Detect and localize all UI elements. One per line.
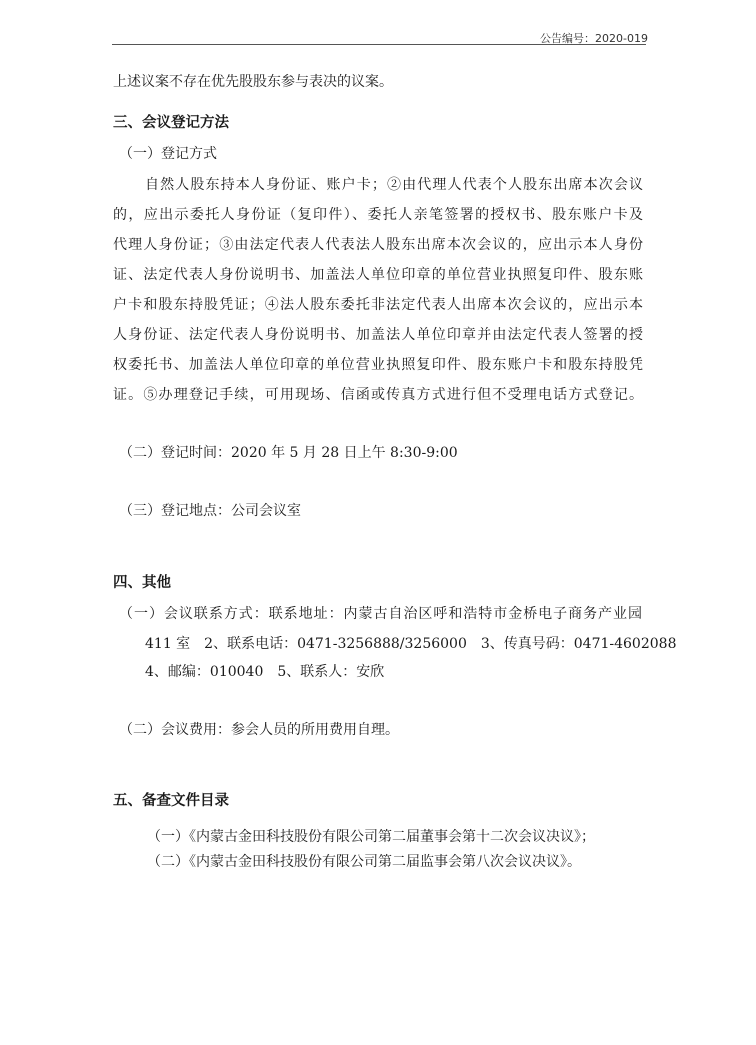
section4-heading: 四、其他: [113, 575, 171, 591]
paragraph-line: 的，应出示委托人身份证（复印件）、委托人亲笔签署的授权书、股东账户卡及: [113, 207, 643, 223]
paragraph-line: 自然人股东持本人身份证、账户卡；②由代理人代表个人股东出席本次会议: [145, 177, 643, 193]
registration-time: （二）登记时间：2020 年 5 月 28 日上午 8:30-9:00: [119, 445, 458, 461]
paragraph-line: 代理人身份证；③由法定代表人代表法人股东出席本次会议的，应出示本人身份: [113, 237, 643, 253]
registration-location: （三）登记地点：公司会议室: [119, 503, 301, 519]
paragraph-line: 证。⑤办理登记手续，可用现场、信函或传真方式进行但不受理电话方式登记。: [113, 387, 643, 403]
header-divider: [112, 44, 646, 45]
section5-heading: 五、备查文件目录: [113, 793, 229, 809]
meeting-fee: （二）会议费用：参会人员的所用费用自理。: [119, 722, 399, 738]
reference-document-item: （二）《内蒙古金田科技股份有限公司第二届监事会第八次会议决议》。: [147, 854, 581, 870]
paragraph-line: 人身份证、法定代表人身份说明书、加盖法人单位印章并由法定代表人签署的授: [113, 327, 643, 343]
contact-line: 411 室 2、联系电话：0471-3256888/3256000 3、传真号码：0471-4602088: [145, 636, 677, 652]
paragraph-line: 权委托书、加盖法人单位印章的单位营业执照复印件、股东账户卡和股东持股凭: [113, 357, 643, 373]
contact-line: （一）会议联系方式：联系地址：内蒙古自治区呼和浩特市金桥电子商务产业园: [119, 606, 642, 622]
reference-document-item: （一）《内蒙古金田科技股份有限公司第二届董事会第十二次会议决议》；: [147, 829, 595, 845]
section3-heading: 三、会议登记方法: [113, 115, 229, 131]
paragraph-line: 户卡和股东持股凭证；④法人股东委托非法定代表人出席本次会议的，应出示本: [113, 297, 643, 313]
paragraph-line: 证、法定代表人身份说明书、加盖法人单位印章的单位营业执照复印件、股东账: [113, 267, 643, 283]
intro-paragraph: 上述议案不存在优先股股东参与表决的议案。: [113, 74, 393, 90]
notice-number: 公告编号：2020-019: [540, 32, 648, 45]
contact-line: 4、邮编：010040 5、联系人：安欣: [145, 664, 385, 680]
section3-sub1-title: （一）登记方式: [119, 146, 217, 162]
